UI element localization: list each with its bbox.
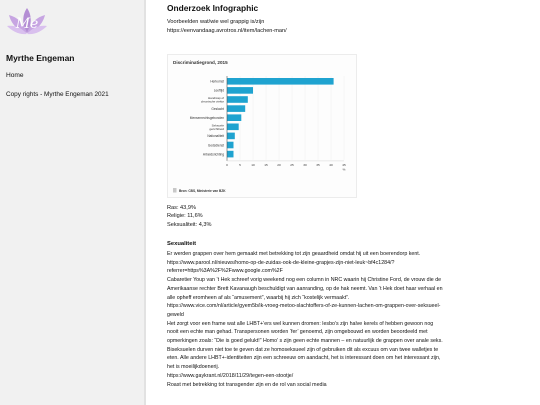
- body-line: opmerkingen zoals: “Die is goed gelukt!” Homo’ s zijn geen echte mannen – en natuurlijk de grappen over anale seks.: [167, 338, 443, 345]
- category-label: Geslacht: [211, 106, 224, 111]
- bar-4: [227, 114, 241, 121]
- body-line: Biseksuelen durven niet toe te geven dat ze homoseksueel zijn of gebruiken dit als excuus om van twee walletjes te: [167, 346, 439, 353]
- bar-8: [227, 151, 234, 158]
- source-swatch: [173, 188, 177, 193]
- section-title-sexualiteit: Sexualiteit: [167, 241, 196, 247]
- x-tick-label: 20: [277, 162, 281, 167]
- bar-6: [227, 133, 235, 140]
- category-label: gerichtheid: [209, 126, 224, 131]
- chart-source: Bron: CBS, Ministerie van BZK: [179, 189, 226, 193]
- bar-5: [227, 124, 239, 131]
- x-tick-label: 15: [264, 162, 268, 167]
- category-label: Arbeidsrichting: [202, 152, 224, 157]
- x-tick-label: 45: [342, 162, 346, 167]
- x-tick-label: 35: [316, 162, 320, 167]
- nav-home-link[interactable]: Home: [6, 72, 24, 79]
- body-link[interactable]: https://www.gaykrant.nl/2018/11/29/tegen-een-stootje/: [167, 372, 294, 379]
- body-line: nooit een echte man gehad. Transpersonen worden ‘fer’ genoemd, zijn omgebouwd en worden beoordeeld met: [167, 329, 428, 336]
- page-title: Onderzoek Infographic: [167, 3, 259, 13]
- section-body: [167, 250, 531, 389]
- body-line: Er werden grappen over hem gemaakt met betrekking tot zijn geaardheid omdat hij uit een boerendorp kent.: [167, 251, 421, 257]
- body-line: Het zorgt voor een frame wat alle LHBT+’ers wel kunnen dromen: lesbo’s zijn halve kerels of hebben gewoon nog: [167, 320, 434, 327]
- bar-1: [227, 87, 253, 94]
- body-line: Cabaretier Youp van ‘t Hek schreef vorig weekend nog een column in NRC waarin hij Christine Ford, de vrouw die de: [167, 277, 442, 284]
- site-title[interactable]: Myrthe Engeman: [6, 53, 75, 63]
- category-label: Herkomst: [210, 79, 224, 84]
- x-tick-label: 5: [239, 162, 241, 167]
- infographic-chart: [167, 54, 357, 198]
- intro-text: Voorbeelden wat/wie wel grappig is/zijn: [167, 19, 265, 25]
- x-tick-label: 25: [290, 162, 294, 167]
- stats-list: [167, 204, 211, 229]
- chart-title: Discriminatiegrond, 2015: [173, 60, 228, 65]
- x-tick-label: 0: [226, 162, 228, 167]
- body-link[interactable]: https://www.parool.nl/nieuws/homo-op-de-zuidas-ook-de-kleine-grapjes-zijn-niet-leuk~bf4c1284/?: [167, 259, 395, 266]
- category-label: Leeftijd: [213, 88, 224, 93]
- category-label: Godsdienst: [207, 143, 224, 148]
- bar-0: [227, 78, 334, 85]
- body-link[interactable]: https://www.vice.com/nl/article/gyem5b/ik-vroeg-metoo-slachtoffers-of-ze-kunnen-lachen-om-grappen-over-seksueel-: [167, 303, 441, 310]
- x-tick-label: 30: [303, 162, 307, 167]
- x-unit-label: %: [342, 167, 346, 172]
- category-label: Mensenrechtsgebonden: [189, 116, 224, 120]
- category-label: chronische ziekte: [200, 99, 224, 104]
- body-line: het is moeilijkdoenerij.: [167, 364, 220, 371]
- x-tick-label: 40: [329, 162, 333, 167]
- logo-text: Me: [15, 16, 39, 32]
- intro: [167, 18, 287, 35]
- body-line: alle opheff eromheen af als “amusement”, waarbij hij zich “kostelijk vermaakt”.: [167, 294, 350, 301]
- body-link[interactable]: referrer=https%3A%2F%2Fwww.google.com%2F: [167, 268, 283, 275]
- body-line: Amerikaanse rechter Brett Kavanaugh beschuldigt van aanranding, op de hak neemt. Van ‘t Hek doet haar verhaal en: [167, 285, 443, 292]
- body-link[interactable]: geweld: [167, 311, 184, 318]
- bar-2: [227, 96, 248, 103]
- body-line: eten. Alle andere LHBT+-identiteiten zijn een schreeuw om aandacht, het is interessant doen om het interessant zijn,: [167, 355, 441, 362]
- category-label: Handicap of: [207, 96, 224, 101]
- sidebar-divider: [144, 0, 146, 405]
- bar-7: [227, 142, 234, 149]
- lotus-logo[interactable]: [6, 6, 48, 40]
- stat-ras: Ras: 43,9%: [167, 205, 196, 211]
- sidebar: [0, 0, 144, 405]
- category-label: Nationaliteit: [207, 134, 224, 139]
- bar-3: [227, 105, 245, 112]
- stat-religie: Religie: 11,6%: [167, 213, 203, 220]
- body-line: Roast met betrekking tot transgender zijn en de rol van social media: [167, 381, 327, 388]
- x-tick-label: 10: [251, 162, 255, 167]
- stat-seksualiteit: Seksualiteit: 4,3%: [167, 221, 212, 228]
- intro-link[interactable]: https://eenvandaag.avrotros.nl/item/lachen-man/: [167, 27, 287, 34]
- category-label: Seksuele: [211, 123, 224, 128]
- copyright-text: Copy rights - Myrthe Engeman 2021: [6, 91, 109, 98]
- chart-svg: [168, 55, 358, 199]
